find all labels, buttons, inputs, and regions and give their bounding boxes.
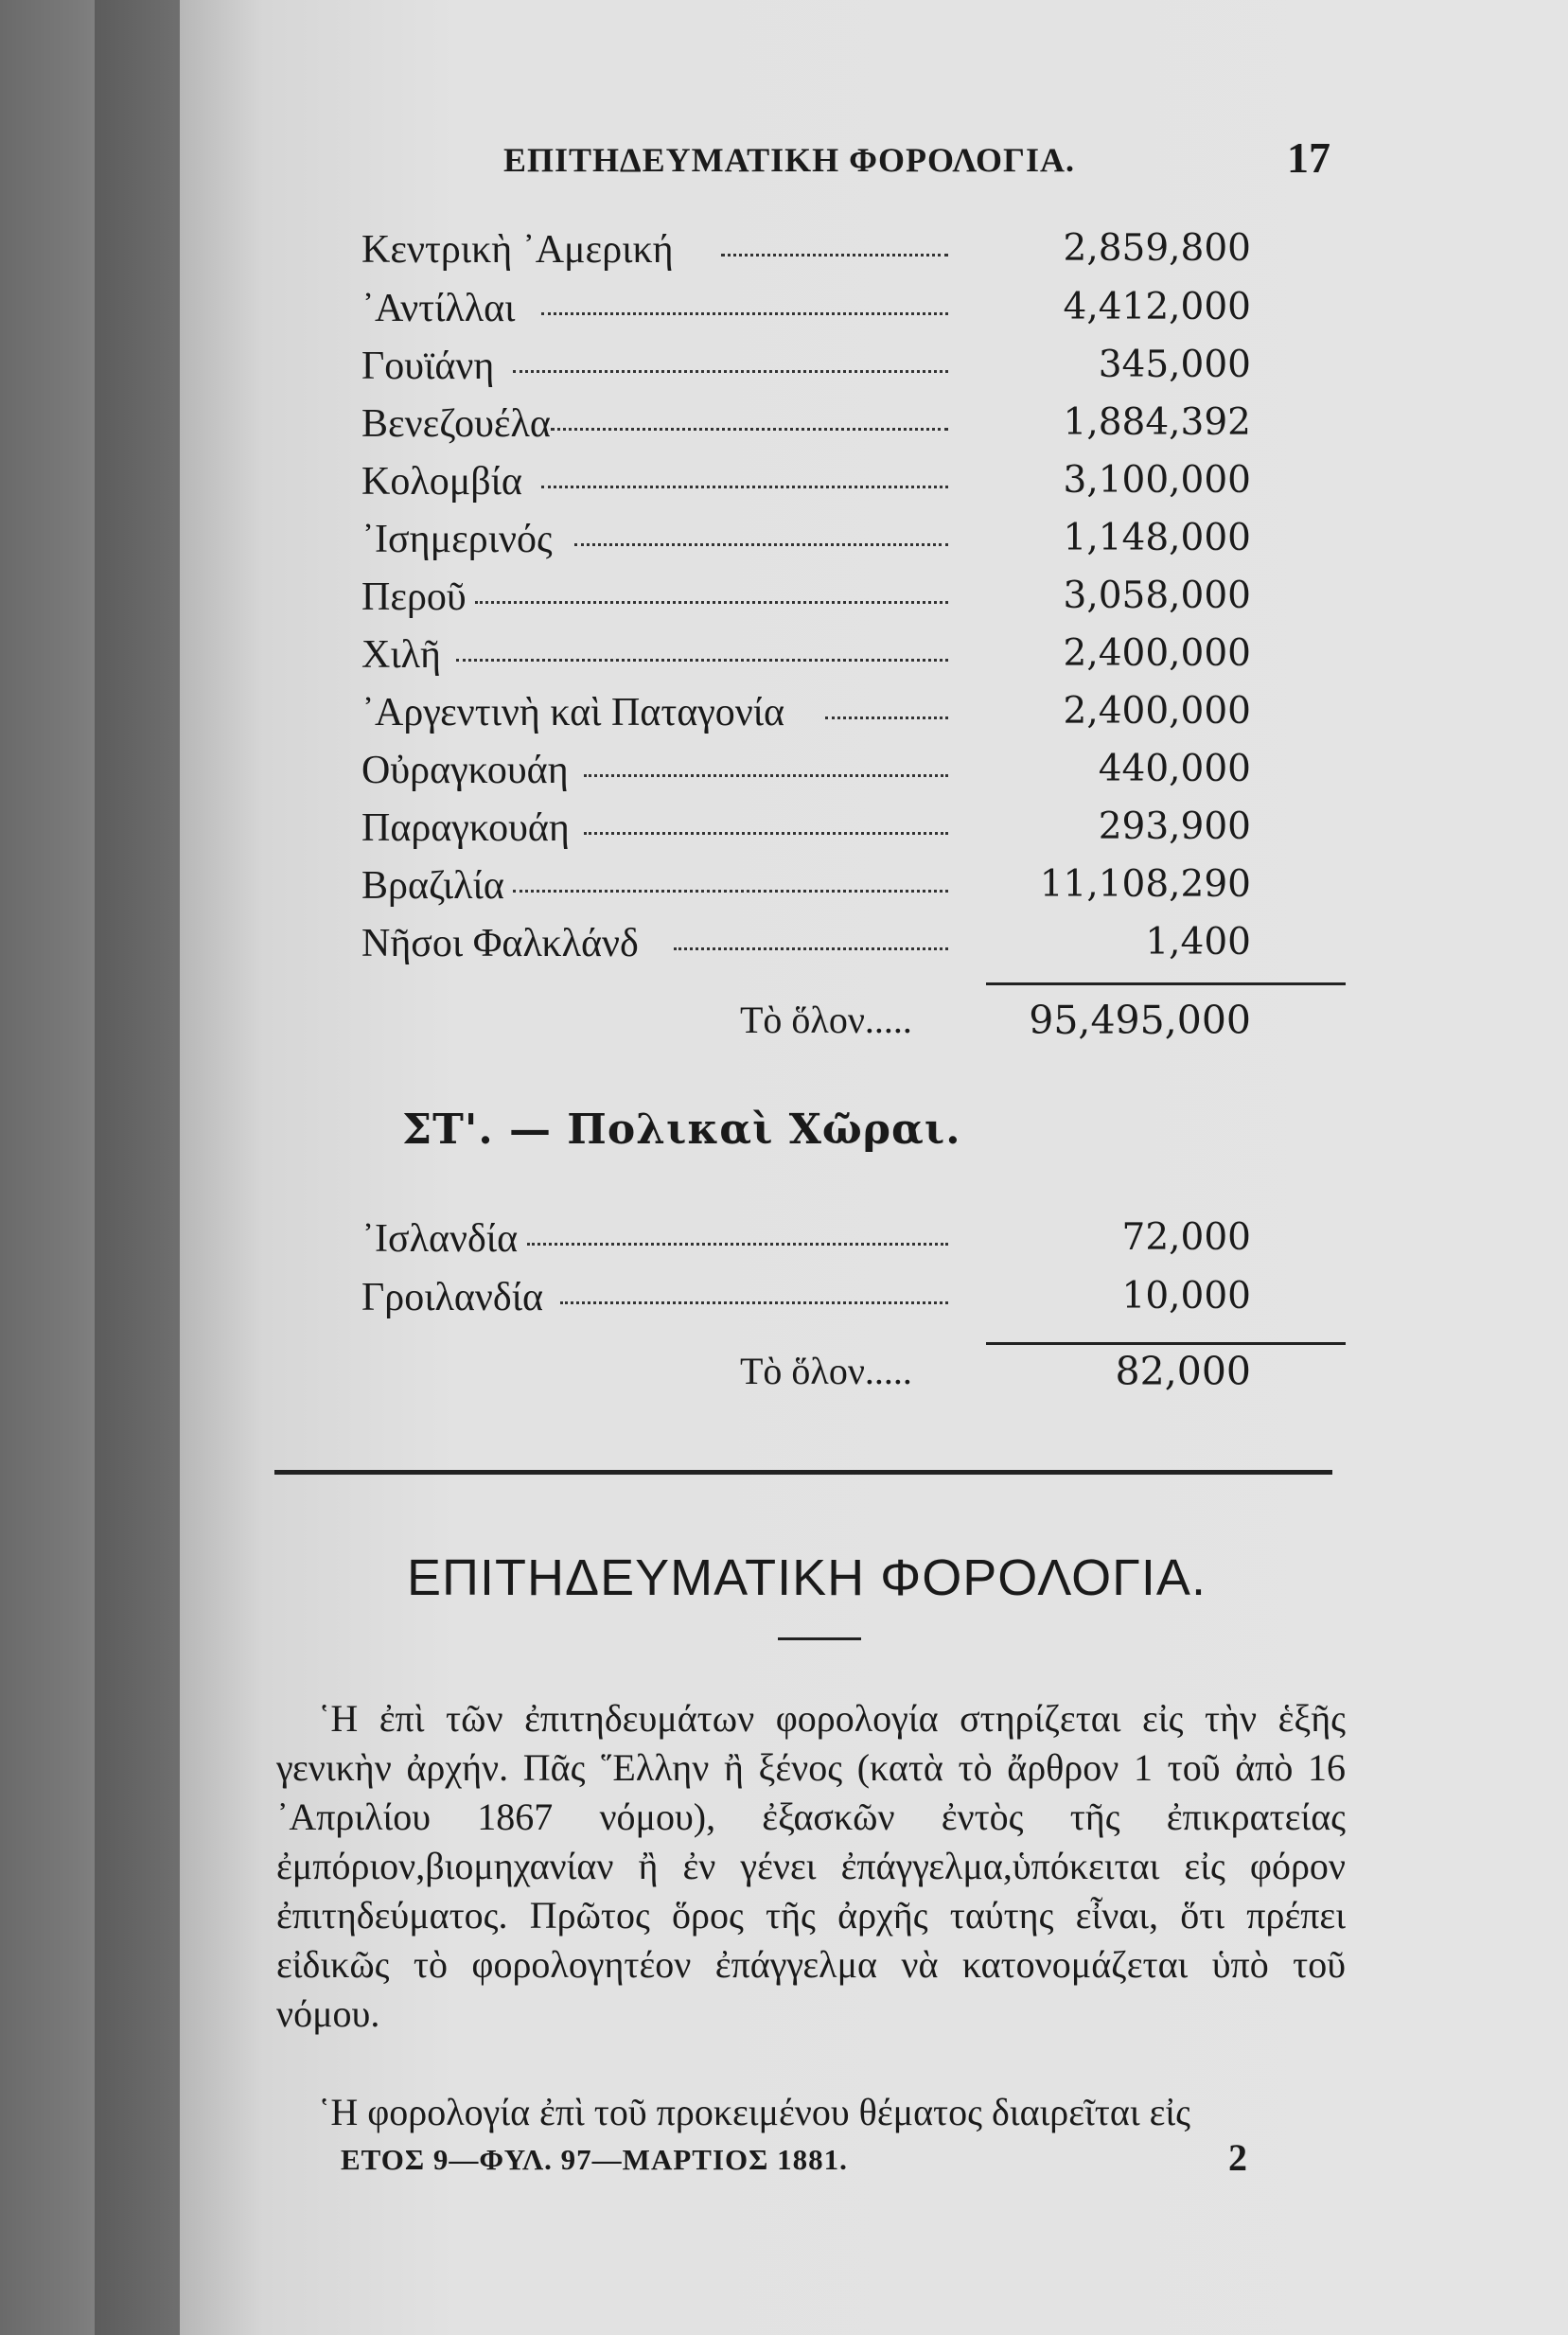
leader-dots <box>475 601 948 604</box>
country-label: Παραγκουάη <box>361 806 570 850</box>
population-value: 2,859,800 <box>1063 227 1251 270</box>
sum-rule <box>986 982 1346 985</box>
title-rule <box>778 1637 861 1640</box>
leader-dots <box>456 659 948 662</box>
population-value: 3,058,000 <box>1063 575 1251 617</box>
country-label: ᾿Ισημερινός <box>361 518 553 561</box>
leader-dots <box>527 1243 948 1246</box>
section-heading: ΣΤ'. — Πολικαὶ Χῶραι. <box>402 1106 961 1154</box>
population-value: 2,400,000 <box>1063 632 1251 675</box>
population-value: 72,000 <box>1121 1216 1251 1259</box>
leader-dots <box>574 543 948 546</box>
table-row <box>361 1216 1251 1271</box>
country-label: Οὐραγκουάη <box>361 749 569 792</box>
country-label: Βραζιλία <box>361 864 504 908</box>
page-number: 17 <box>1287 133 1330 182</box>
leader-dots <box>674 947 948 950</box>
total-label: Τὸ ὅλον..... <box>740 1350 912 1392</box>
signature-mark: 2 <box>1228 2136 1247 2179</box>
country-label: Βενεζουέλα <box>361 402 551 446</box>
table-row <box>361 286 1251 341</box>
total-row <box>740 1349 1251 1404</box>
population-value: 2,400,000 <box>1063 690 1251 733</box>
country-label: ᾿Ισλανδία <box>361 1217 519 1261</box>
table-row <box>361 921 1251 976</box>
table-row <box>361 805 1251 860</box>
leader-dots <box>541 312 948 315</box>
population-value: 345,000 <box>1098 344 1251 386</box>
population-value: 1,148,000 <box>1063 517 1251 559</box>
population-value: 11,108,290 <box>1039 863 1251 906</box>
population-value: 4,412,000 <box>1063 286 1251 328</box>
book-gutter <box>95 0 180 2335</box>
population-value: 10,000 <box>1121 1275 1251 1318</box>
table-row <box>361 459 1251 514</box>
section-divider <box>274 1470 1332 1475</box>
country-label: Γουϊάνη <box>361 345 495 388</box>
population-value: 3,100,000 <box>1063 459 1251 502</box>
leader-dots <box>513 370 948 373</box>
chapter-title: ΕΠΙΤΗΔΕΥΜΑΤΙΚΗ ΦΟΡΟΛΟΓΙΑ. <box>407 1549 1207 1606</box>
leader-dots <box>721 254 948 256</box>
population-value: 1,884,392 <box>1063 401 1251 444</box>
leader-dots <box>551 428 948 431</box>
table-row <box>361 1275 1251 1330</box>
table-row <box>361 863 1251 918</box>
country-label: Νῆσοι Φαλκλάνδ <box>361 922 639 965</box>
country-label: ᾿Αργεντινὴ καὶ Παταγονία <box>361 691 785 734</box>
table-row <box>361 227 1251 282</box>
leader-dots <box>560 1301 948 1304</box>
country-label: Περοῦ <box>361 575 467 619</box>
total-row <box>740 998 1251 1053</box>
leader-dots <box>584 774 948 777</box>
table-row <box>361 401 1251 456</box>
table-row <box>361 344 1251 398</box>
total-value: 82,000 <box>1115 1349 1251 1394</box>
table-row <box>361 748 1251 803</box>
population-value: 293,900 <box>1098 805 1251 848</box>
country-label: ᾿Αντίλλαι <box>361 287 516 330</box>
running-head: ΕΠΙΤΗΔΕΥΜΑΤΙΚΗ ΦΟΡΟΛΟΓΙΑ. <box>503 141 1075 179</box>
leader-dots <box>825 716 948 719</box>
leader-dots <box>584 832 948 835</box>
sum-rule <box>986 1342 1346 1345</box>
body-paragraph: ῾Η φορολογία ἐπὶ τοῦ προκειμένου θέματος διαιρεῖται εἰς <box>318 2091 1190 2133</box>
table-row <box>361 632 1251 687</box>
population-value: 1,400 <box>1145 921 1251 964</box>
table-row <box>361 517 1251 572</box>
table-row <box>361 575 1251 629</box>
country-label: Χιλῆ <box>361 633 441 677</box>
leader-dots <box>541 486 948 488</box>
country-label: Κεντρικὴ ᾿Αμερική <box>361 228 674 272</box>
total-value: 95,495,000 <box>1029 998 1251 1043</box>
population-value: 440,000 <box>1098 748 1251 790</box>
signature-line: ΕΤΟΣ 9—ΦΥΛ. 97—ΜΑΡΤΙΟΣ 1881. <box>341 2143 848 2176</box>
table-row <box>361 690 1251 745</box>
country-label: Γροιλανδία <box>361 1276 543 1319</box>
country-label: Κολομβία <box>361 460 522 504</box>
total-label: Τὸ ὅλον..... <box>740 999 912 1041</box>
leader-dots <box>513 890 948 893</box>
body-paragraph: ῾Η ἐπὶ τῶν ἐπιτηδευμάτων φορολογία στηρίζεται εἰς τὴν ἑξῆς γενικὴν ἀρχήν. Πᾶς ῞Ελλην ἢ ξένος (κατὰ τὸ ἄρθρον 1 τοῦ ἀπὸ 16 ᾿Απριλίου 1867 νόμου), ἐξασκῶν ἐντὸς τῆς ἐπικρατείας ἐμπόριον,βιομηχανίαν ἢ ἐν γένει ἐπάγγελμα,ὑπόκειται εἰς φόρον ἐπιτηδεύματος. Πρῶτος ὅρος τῆς ἀρχῆς ταύτης εἶναι, ὅτι πρέπει εἰδικῶς τὸ φορολογητέον ἐπάγγελμα νὰ κατονομάζεται ὑπὸ τοῦ νόμου. <box>276 1697 1346 2035</box>
